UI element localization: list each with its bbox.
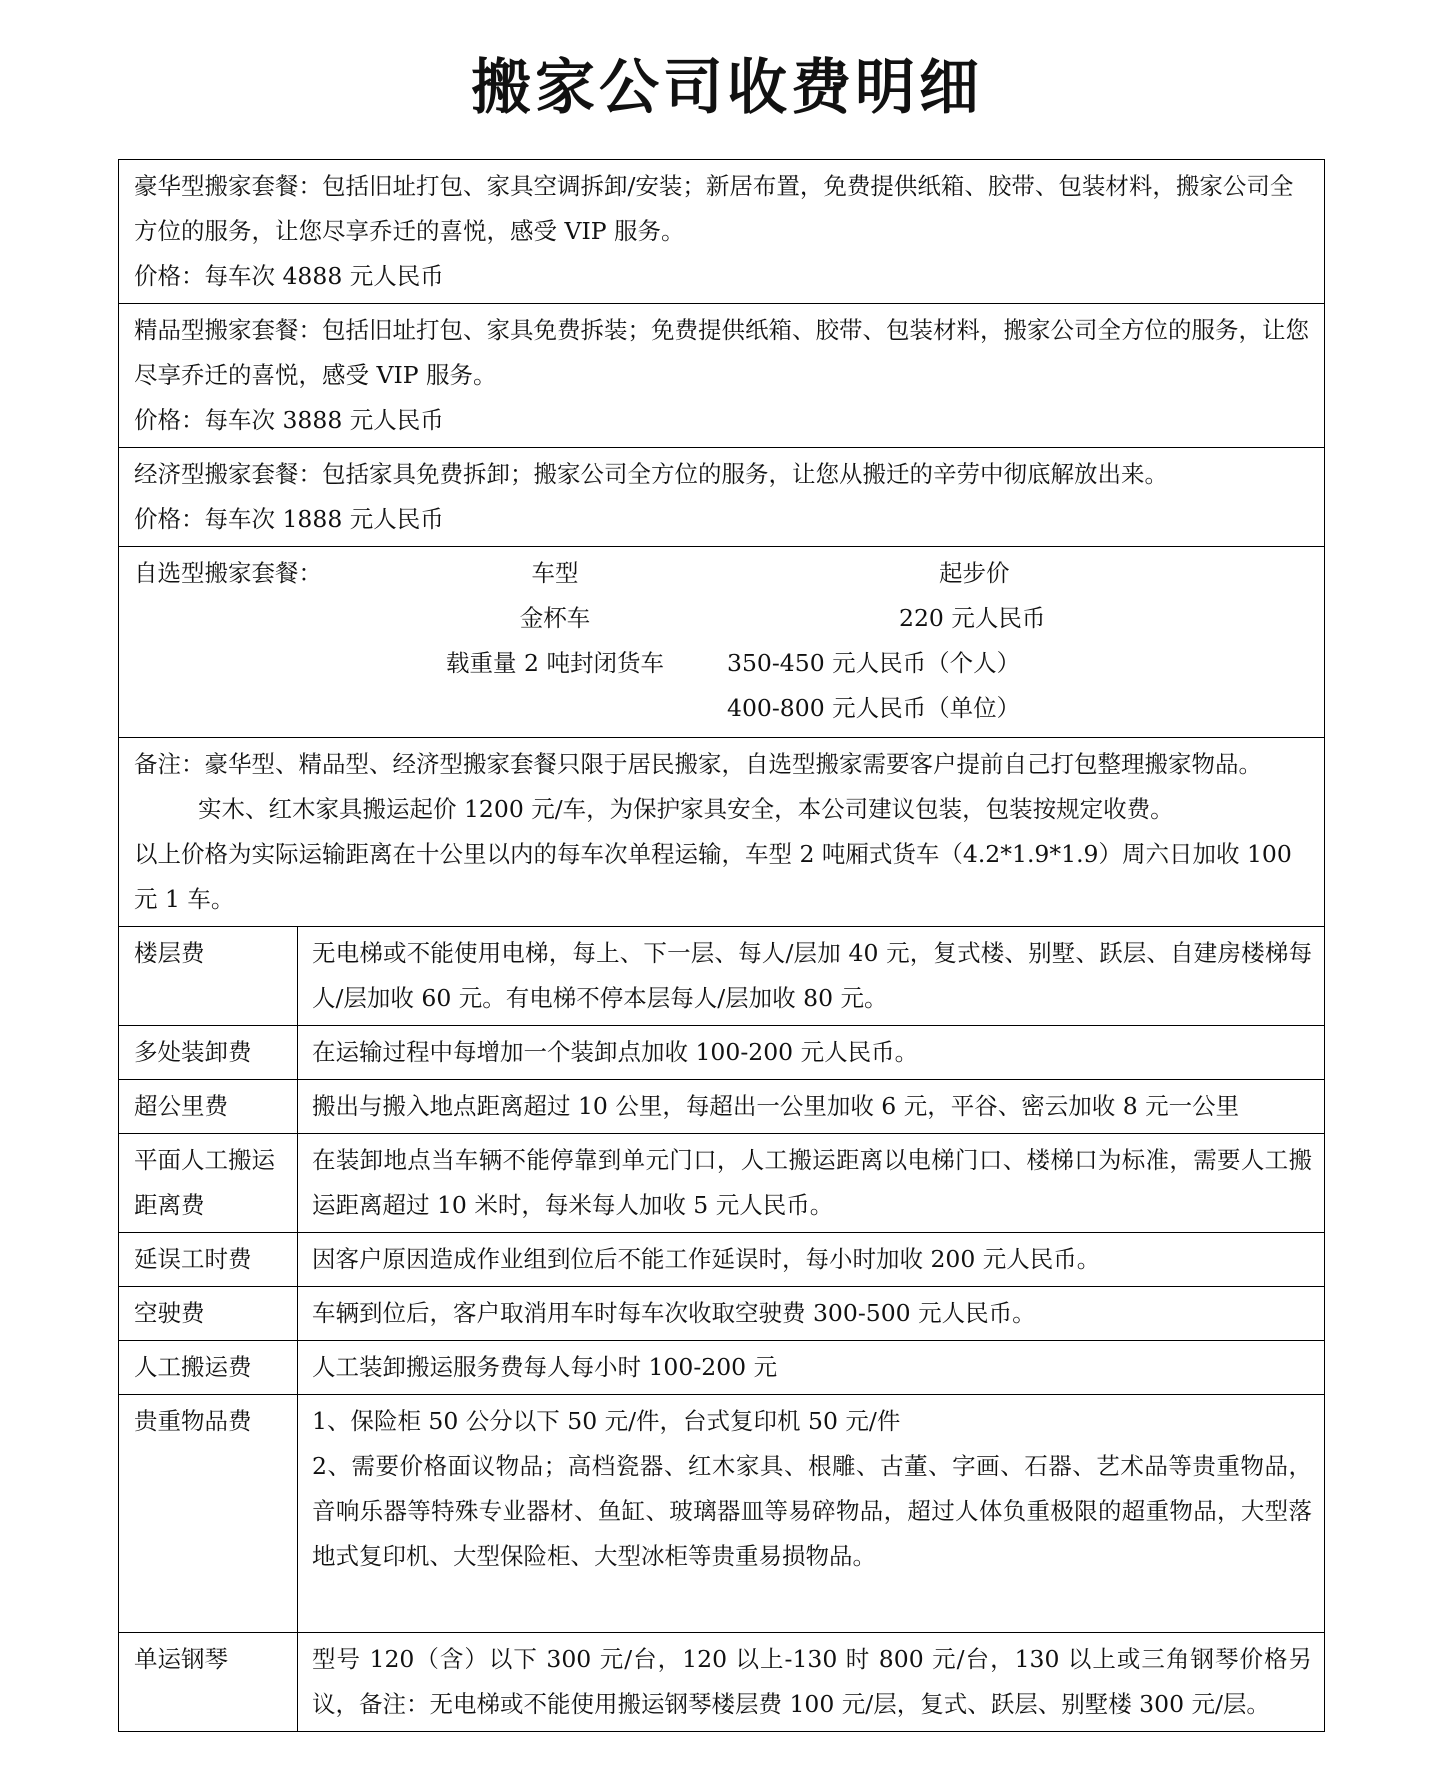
fee-desc: 搬出与搬入地点距离超过 10 公里，每超出一公里加收 6 元，平谷、密云加收 8 元一公里 xyxy=(312,1092,1240,1120)
fee-row-valuables xyxy=(119,1395,1324,1633)
note-line-3: 以上价格为实际运输距离在十公里以内的每车次单程运输，车型 2 吨厢式货车（4.2*1.9*1.9）周六日加收 100 元 1 车。 xyxy=(134,840,1292,913)
note-line-1: 备注：豪华型、精品型、经济型搬家套餐只限于居民搬家，自选型搬家需要客户提前自己打包整理搬家物品。 xyxy=(134,750,1262,778)
fee-row-carry-distance xyxy=(119,1134,1324,1233)
fee-row-delay xyxy=(119,1233,1324,1287)
fee-name: 多处装卸费 xyxy=(119,1026,298,1079)
fee-row-multi-stop xyxy=(119,1026,1324,1080)
fee-name: 超公里费 xyxy=(119,1080,298,1133)
luxury-desc: 豪华型搬家套餐：包括旧址打包、家具空调拆卸/安装；新居布置，免费提供纸箱、胶带、包装材料，搬家公司全方位的服务，让您尽享乔迁的喜悦，感受 VIP 服务。 xyxy=(134,172,1294,245)
fee-desc-line-1: 1、保险柜 50 公分以下 50 元/件，台式复印机 50 元/件 xyxy=(312,1407,901,1435)
fee-desc: 人工装卸搬运服务费每人每小时 100-200 元 xyxy=(312,1353,778,1381)
fee-desc: 型号 120（含）以下 300 元/台，120 以上-130 时 800 元/台，130 以上或三角钢琴价格另议，备注：无电梯或不能使用搬运钢琴楼层费 100 元/层，复式、跃层、别墅楼 300 元/层。 xyxy=(312,1645,1312,1718)
fee-row-floor xyxy=(119,927,1324,1026)
fee-row-extra-km xyxy=(119,1080,1324,1134)
luxury-package xyxy=(119,160,1324,304)
fee-desc: 无电梯或不能使用电梯，每上、下一层、每人/层加 40 元，复式楼、别墅、跃层、自建房楼梯每人/层加收 60 元。有电梯不停本层每人/层加收 80 元。 xyxy=(312,939,1312,1012)
fee-name: 延误工时费 xyxy=(119,1233,298,1286)
note-line-2: 实木、红木家具搬运起价 1200 元/车，为保护家具安全，本公司建议包装，包装按规定收费。 xyxy=(198,795,1174,823)
premium-price: 价格：每车次 3888 元人民币 xyxy=(134,406,444,434)
economy-package xyxy=(119,448,1324,547)
custom-row1-price: 220 元人民币 xyxy=(899,604,1046,632)
custom-row2-vehicle: 载重量 2 吨封闭货车 xyxy=(446,649,664,677)
page-title: 搬家公司收费明细 xyxy=(471,53,983,123)
luxury-price: 价格：每车次 4888 元人民币 xyxy=(134,262,444,290)
custom-row1-vehicle: 金杯车 xyxy=(519,604,591,632)
fee-name: 楼层费 xyxy=(119,927,298,1025)
fee-name: 空驶费 xyxy=(119,1287,298,1340)
custom-package xyxy=(119,547,1324,738)
fee-name: 平面人工搬运距离费 xyxy=(119,1134,298,1232)
fee-row-empty-trip xyxy=(119,1287,1324,1341)
notes-block xyxy=(119,738,1324,927)
fee-desc: 在运输过程中每增加一个装卸点加收 100-200 元人民币。 xyxy=(312,1038,919,1066)
economy-desc: 经济型搬家套餐：包括家具免费拆卸；搬家公司全方位的服务，让您从搬迁的辛劳中彻底解放出来。 xyxy=(134,460,1168,488)
premium-package xyxy=(119,304,1324,448)
fee-name: 人工搬运费 xyxy=(119,1341,298,1394)
economy-price: 价格：每车次 1888 元人民币 xyxy=(134,505,444,533)
fee-desc-line-2: 2、需要价格面议物品；高档瓷器、红木家具、根雕、古董、字画、石器、艺术品等贵重物品，音响乐器等特殊专业器材、鱼缸、玻璃器皿等易碎物品，超过人体负重极限的超重物品，大型落地式复印机、大型保险柜、大型冰柜等贵重易损物品。 xyxy=(312,1452,1312,1570)
custom-row2-price-personal: 350-450 元人民币（个人） xyxy=(727,649,1021,677)
custom-col-price: 起步价 xyxy=(939,559,1010,587)
fee-name: 贵重物品费 xyxy=(119,1395,298,1632)
fee-name: 单运钢琴 xyxy=(119,1633,298,1731)
custom-row2-price-company: 400-800 元人民币（单位） xyxy=(727,694,1021,722)
fee-desc xyxy=(298,1395,1324,1632)
custom-label: 自选型搬家套餐： xyxy=(134,559,322,587)
custom-col-vehicle: 车型 xyxy=(531,559,579,587)
fee-sheet xyxy=(118,159,1325,1732)
fee-desc: 车辆到位后，客户取消用车时每车次收取空驶费 300-500 元人民币。 xyxy=(312,1299,1036,1327)
fee-desc: 在装卸地点当车辆不能停靠到单元门口，人工搬运距离以电梯门口、楼梯口为标准，需要人工搬运距离超过 10 米时，每米每人加收 5 元人民币。 xyxy=(312,1146,1312,1219)
premium-desc: 精品型搬家套餐：包括旧址打包、家具免费拆装；免费提供纸箱、胶带、包装材料，搬家公司全方位的服务，让您尽享乔迁的喜悦，感受 VIP 服务。 xyxy=(134,316,1309,389)
fee-row-piano xyxy=(119,1633,1324,1731)
fee-desc: 因客户原因造成作业组到位后不能工作延误时，每小时加收 200 元人民币。 xyxy=(312,1245,1101,1273)
fee-row-labor xyxy=(119,1341,1324,1395)
